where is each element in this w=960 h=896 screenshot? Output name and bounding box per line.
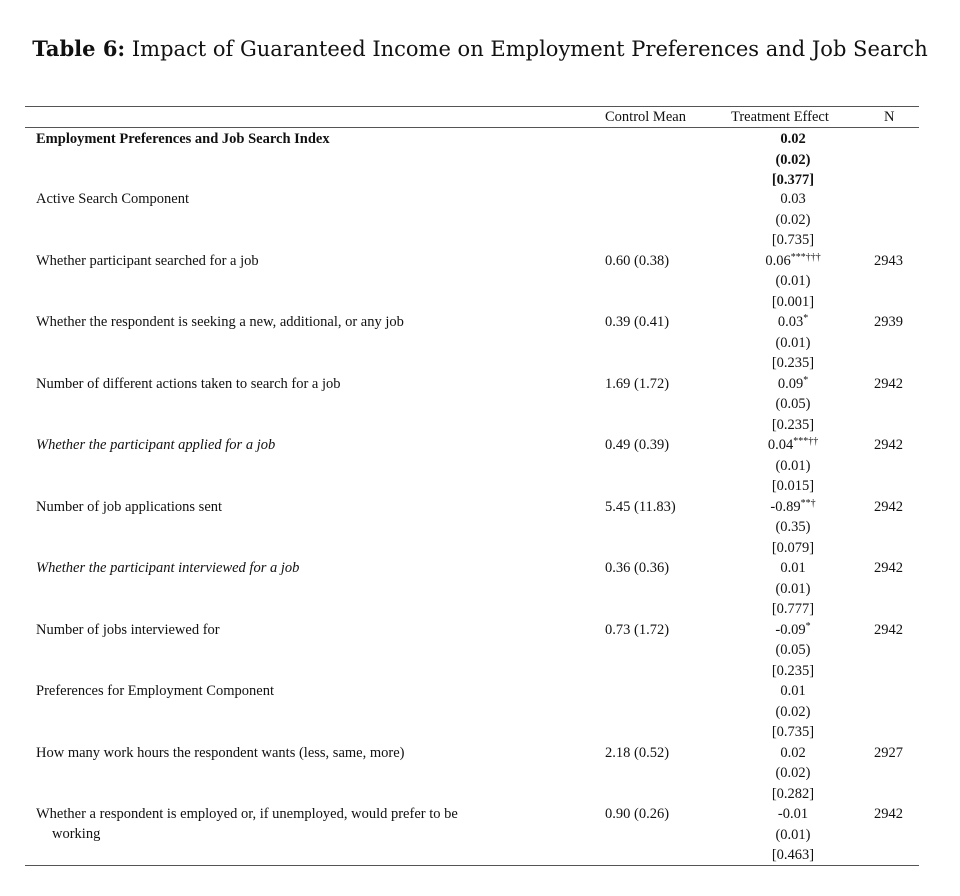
row-label-text: How many work hours the respondent wants (less, same, more) xyxy=(36,744,405,761)
table-body xyxy=(25,128,919,865)
effect-estimate xyxy=(731,497,855,518)
significance-marker: * xyxy=(803,374,809,386)
adjusted-p-value: [0.235] xyxy=(771,416,815,433)
effect-value: -0.89 xyxy=(770,498,801,515)
effect-value: -0.01 xyxy=(777,806,809,822)
row-label xyxy=(36,312,591,332)
standard-error: (0.01) xyxy=(775,273,811,289)
header-control-mean: Control Mean xyxy=(605,109,686,125)
standard-error: (0.02) xyxy=(775,703,811,720)
adjusted-p-value: [0.235] xyxy=(771,355,815,371)
effect-value: 0.02 xyxy=(780,744,806,761)
standard-error: (0.02) xyxy=(775,151,811,168)
adjusted-p-value: [0.015] xyxy=(771,478,815,494)
treatment-effect-cell xyxy=(731,620,855,682)
table-row xyxy=(25,188,919,250)
standard-error: (0.01) xyxy=(775,334,811,351)
row-label xyxy=(36,189,591,209)
sample-size-cell: 2942 xyxy=(874,621,903,638)
control-mean-cell: 0.73 (1.72) xyxy=(605,621,670,638)
sample-size-cell: 2942 xyxy=(874,375,903,392)
row-label xyxy=(36,804,591,844)
row-label-text: Whether the participant applied for a job xyxy=(36,437,276,453)
row-label xyxy=(36,129,591,149)
effect-value: 0.09 xyxy=(777,375,804,392)
effect-estimate xyxy=(731,681,855,702)
row-label-text: Active Search Component xyxy=(36,191,190,207)
adjusted-p-value: [0.079] xyxy=(771,539,815,556)
control-mean-cell: 0.60 (0.38) xyxy=(605,252,670,269)
row-label xyxy=(36,620,591,640)
effect-estimate xyxy=(731,743,855,764)
row-label-continuation: working xyxy=(52,826,101,842)
adjusted-p-value: [0.463] xyxy=(771,847,815,863)
row-label-text: Number of job applications sent xyxy=(36,498,223,515)
adjusted-p-value: [0.235] xyxy=(771,662,815,679)
control-mean-cell: 0.49 (0.39) xyxy=(605,437,670,453)
sample-size-cell: 2942 xyxy=(874,560,903,576)
table-row xyxy=(25,311,919,373)
table-row xyxy=(25,496,919,558)
table-number: Table 6: xyxy=(32,36,126,61)
effect-estimate xyxy=(731,435,855,456)
treatment-effect-cell xyxy=(731,312,855,374)
adjusted-p-value: [0.282] xyxy=(771,785,815,802)
standard-error: (0.02) xyxy=(775,765,811,781)
row-label-text: Whether the participant interviewed for a job xyxy=(36,560,300,576)
table-row xyxy=(25,250,919,312)
header-treatment-effect: Treatment Effect xyxy=(731,109,829,125)
row-label-text: Employment Preferences and Job Search Index xyxy=(36,131,330,147)
table-row xyxy=(25,619,919,681)
control-mean-cell: 2.18 (0.52) xyxy=(605,744,670,761)
significance-marker: * xyxy=(805,620,811,632)
sample-size-cell: 2942 xyxy=(874,498,903,515)
control-mean-cell: 0.36 (0.36) xyxy=(605,560,670,576)
effect-value: 0.04 xyxy=(767,437,794,453)
treatment-effect-cell xyxy=(731,497,855,559)
effect-value: 0.01 xyxy=(780,683,806,699)
effect-estimate xyxy=(731,129,855,150)
table-row xyxy=(25,373,919,435)
effect-value: 0.03 xyxy=(777,314,804,330)
adjusted-p-value: [0.735] xyxy=(771,232,815,248)
table-title xyxy=(0,36,960,61)
standard-error: (0.01) xyxy=(775,580,811,597)
effect-estimate xyxy=(731,312,855,333)
row-label-text: Whether participant searched for a job xyxy=(36,252,259,269)
table-row xyxy=(25,557,919,619)
row-label-text: Number of different actions taken to search for a job xyxy=(36,375,341,392)
row-label-text: Whether the respondent is seeking a new, additional, or any job xyxy=(36,314,404,330)
table-row xyxy=(25,803,919,865)
standard-error: (0.01) xyxy=(775,457,811,474)
row-label-text: Whether a respondent is employed or, if unemployed, would prefer to be xyxy=(36,806,458,822)
effect-estimate xyxy=(731,558,855,579)
effect-estimate xyxy=(731,804,855,825)
row-label-text: Number of jobs interviewed for xyxy=(36,621,220,638)
adjusted-p-value: [0.735] xyxy=(771,724,815,740)
row-label xyxy=(36,558,591,578)
effect-value: -0.09 xyxy=(775,621,806,638)
treatment-effect-cell xyxy=(731,804,855,866)
effect-estimate xyxy=(731,374,855,395)
effect-estimate xyxy=(731,620,855,641)
sample-size-cell: 2942 xyxy=(874,806,903,822)
row-label xyxy=(36,374,591,394)
treatment-effect-cell xyxy=(731,251,855,313)
significance-marker: ***††† xyxy=(790,251,821,263)
treatment-effect-cell xyxy=(731,558,855,620)
treatment-effect-cell xyxy=(731,189,855,251)
row-label xyxy=(36,251,591,271)
standard-error: (0.01) xyxy=(775,826,811,843)
row-label xyxy=(36,435,591,455)
treatment-effect-cell xyxy=(731,129,855,191)
treatment-effect-cell xyxy=(731,743,855,805)
treatment-effect-cell xyxy=(731,681,855,743)
effect-value: 0.02 xyxy=(780,131,806,147)
standard-error: (0.05) xyxy=(775,396,811,412)
effect-estimate xyxy=(731,189,855,210)
significance-marker: **† xyxy=(800,497,816,509)
standard-error: (0.02) xyxy=(775,211,811,228)
table-row xyxy=(25,434,919,496)
adjusted-p-value: [0.777] xyxy=(771,601,815,617)
sample-size-cell: 2943 xyxy=(874,252,903,269)
standard-error: (0.05) xyxy=(775,642,811,658)
table-caption: Impact of Guaranteed Income on Employment Preferences and Job Search xyxy=(125,37,928,61)
results-table xyxy=(25,106,919,866)
treatment-effect-cell xyxy=(731,374,855,436)
effect-estimate xyxy=(731,251,855,272)
row-label xyxy=(36,681,591,701)
adjusted-p-value: [0.001] xyxy=(771,293,815,310)
table-row xyxy=(25,680,919,742)
row-label xyxy=(36,497,591,517)
header-row xyxy=(25,107,919,127)
row-label xyxy=(36,743,591,763)
significance-marker: * xyxy=(803,313,809,324)
control-mean-cell: 1.69 (1.72) xyxy=(605,375,670,392)
table-row xyxy=(25,742,919,804)
effect-value: 0.03 xyxy=(780,191,806,207)
sample-size-cell: 2927 xyxy=(874,744,903,761)
effect-value: 0.06 xyxy=(765,252,791,269)
significance-marker: ***†† xyxy=(793,436,819,447)
header-n: N xyxy=(884,109,895,125)
row-label-text: Preferences for Employment Component xyxy=(36,683,274,699)
sample-size-cell: 2942 xyxy=(874,437,903,453)
control-mean-cell: 5.45 (11.83) xyxy=(605,498,676,515)
control-mean-cell: 0.90 (0.26) xyxy=(605,806,670,822)
sample-size-cell: 2939 xyxy=(874,314,903,330)
table-row xyxy=(25,128,919,188)
adjusted-p-value: [0.377] xyxy=(771,172,815,188)
standard-error: (0.35) xyxy=(775,519,811,535)
effect-value: 0.01 xyxy=(780,560,806,576)
control-mean-cell: 0.39 (0.41) xyxy=(605,314,670,330)
treatment-effect-cell xyxy=(731,435,855,497)
